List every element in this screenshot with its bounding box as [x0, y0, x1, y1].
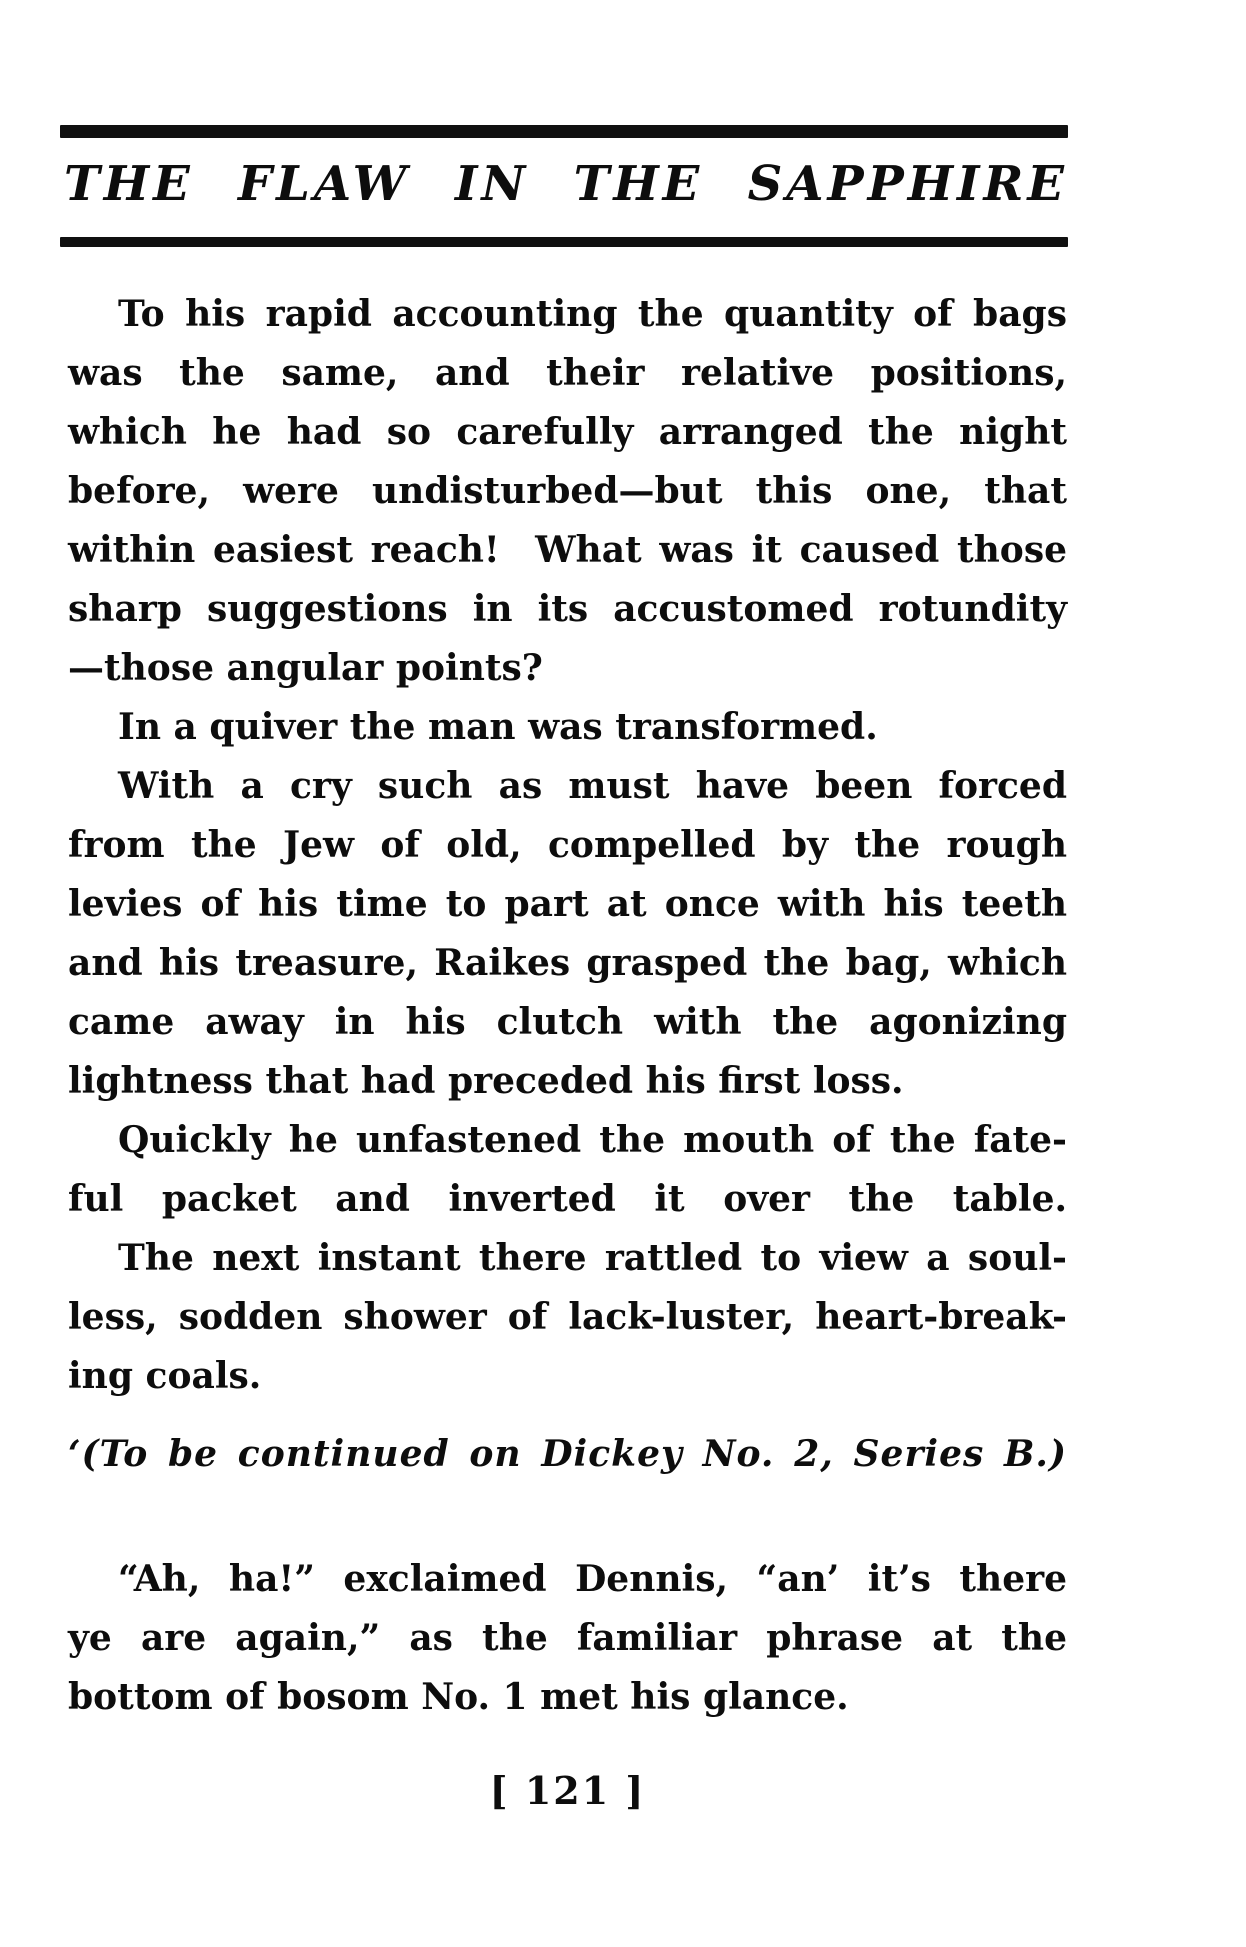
- text-line: which he had so carefully arranged the night: [68, 411, 1067, 453]
- text-line: levies of his time to part at once with his teeth: [68, 883, 1067, 925]
- text-line: within easiest reach! What was it caused those: [68, 529, 1067, 571]
- text-line: ing coals.: [68, 1355, 262, 1397]
- page-header-title: [64, 148, 1068, 220]
- header-rule-bottom: [60, 237, 1068, 247]
- text-line: Quickly he unfastened the mouth of the fate-: [118, 1119, 1067, 1161]
- text-line: ful packet and inverted it over the table.: [68, 1178, 1067, 1220]
- text-line: To his rapid accounting the quantity of bags: [118, 293, 1067, 335]
- title-word: THE: [573, 156, 704, 212]
- continuation-line: ‘(To be continued on Dickey No. 2, Series B.): [68, 1433, 1067, 1475]
- text-line: —those angular points?: [68, 647, 543, 689]
- title-word: IN: [454, 156, 530, 212]
- text-line: The next instant there rattled to view a soul-: [118, 1237, 1067, 1279]
- text-line: less, sodden shower of lack-luster, heart-break-: [68, 1296, 1067, 1338]
- text-line: bottom of bosom No. 1 met his glance.: [68, 1676, 849, 1718]
- text-line: came away in his clutch with the agonizing: [68, 1001, 1067, 1043]
- text-line: In a quiver the man was transformed.: [118, 706, 878, 748]
- title-word: SAPPHIRE: [747, 156, 1068, 212]
- text-line: before, were undisturbed—but this one, that: [68, 470, 1067, 512]
- title-word: FLAW: [238, 156, 411, 212]
- text-line: With a cry such as must have been forced: [118, 765, 1067, 807]
- title-word: THE: [64, 156, 194, 212]
- text-line: ye are again,” as the familiar phrase at the: [68, 1617, 1067, 1659]
- text-line: was the same, and their relative positions,: [68, 352, 1067, 394]
- text-line: from the Jew of old, compelled by the rough: [68, 824, 1067, 866]
- header-rule-top: [60, 125, 1068, 138]
- text-line: and his treasure, Raikes grasped the bag, which: [68, 942, 1067, 984]
- body-text: [68, 285, 1067, 1727]
- text-line: sharp suggestions in its accustomed rotundity: [68, 588, 1067, 630]
- text-line: lightness that had preceded his first loss.: [68, 1060, 904, 1102]
- text-line: “Ah, ha!” exclaimed Dennis, “an’ it’s there: [118, 1558, 1067, 1600]
- page-number: [ 121 ]: [489, 1768, 646, 1813]
